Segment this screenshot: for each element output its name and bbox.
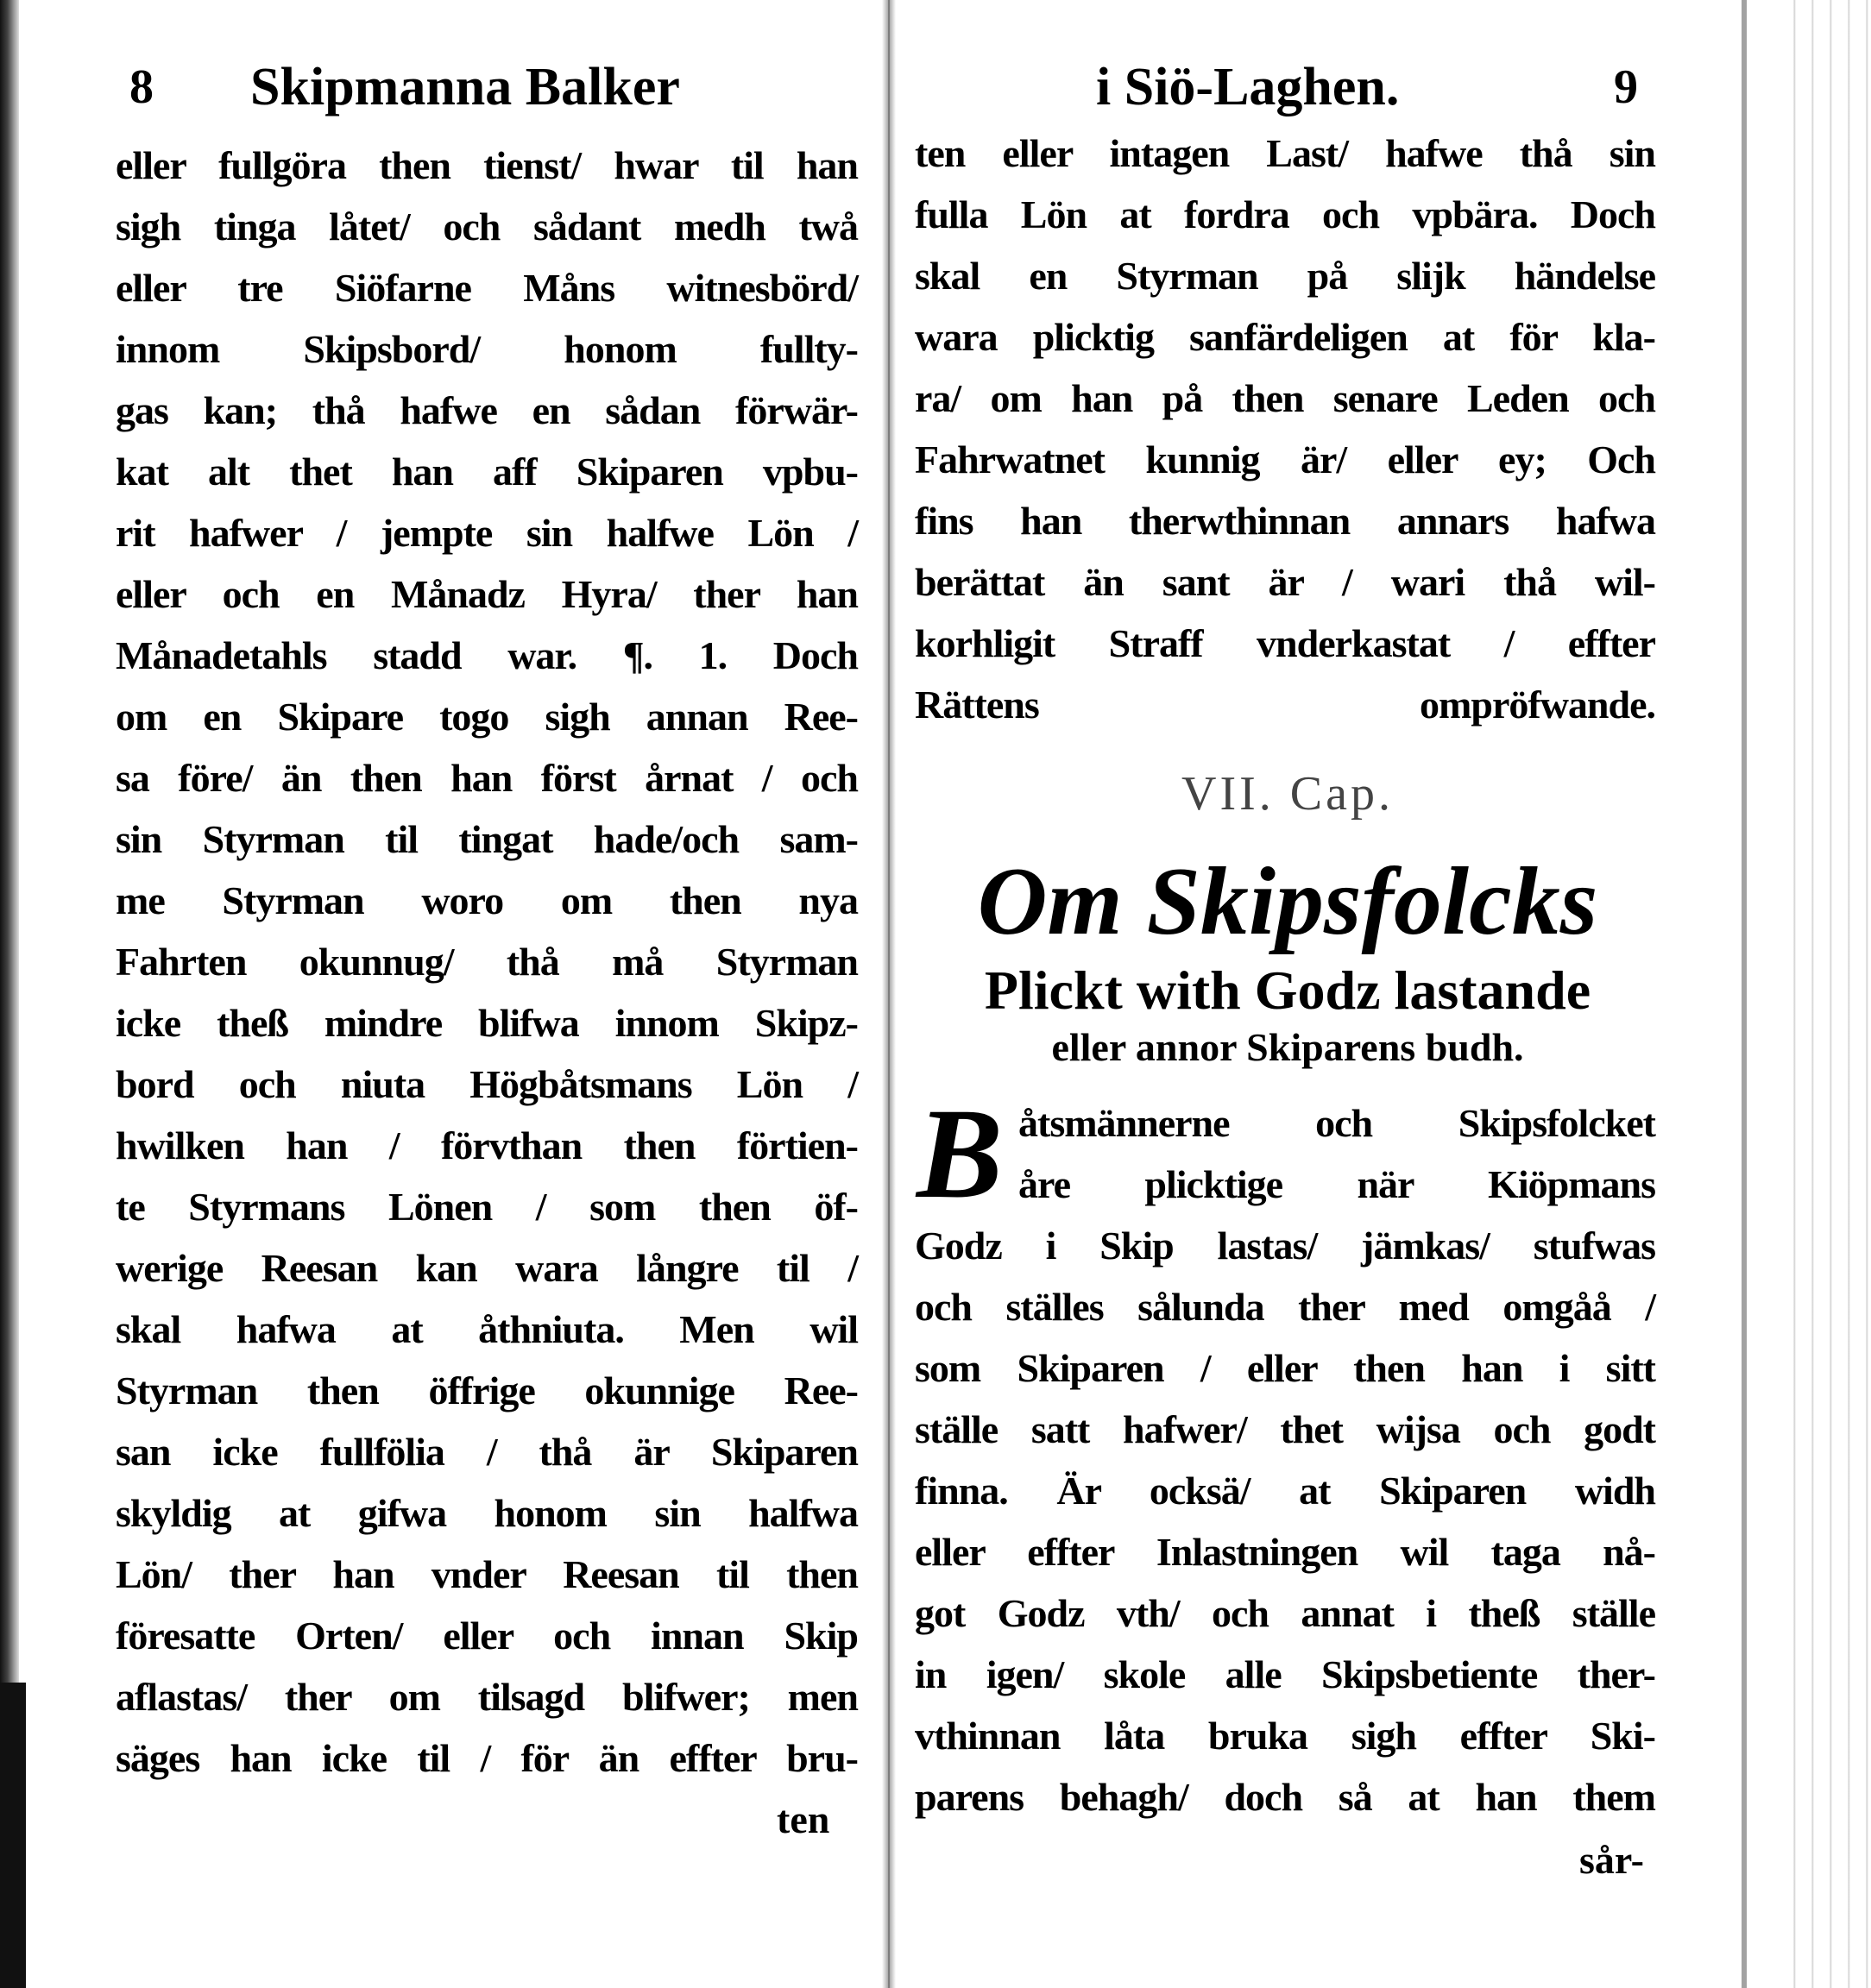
text-line: parens behagh/ doch så at han them xyxy=(915,1775,1655,1819)
text-line: got Godz vth/ och annat i theß ställe xyxy=(915,1591,1655,1635)
page-edge-dark xyxy=(0,1683,26,1988)
chapter-subtitle: Plickt with Godz lastande xyxy=(984,959,1591,1021)
text-line: eller effter Inlastningen wil taga nå- xyxy=(915,1530,1655,1574)
text-line: eller tre Siöfarne Måns witnesbörd/ xyxy=(116,266,858,310)
text-line: åre plicktige när Kiöpmans xyxy=(1018,1162,1655,1206)
text-line: sa före/ än then han först årnat / och xyxy=(116,756,858,800)
page-number-right: 9 xyxy=(1614,60,1638,114)
chapter-number: VII. Cap. xyxy=(1181,767,1394,821)
text-line: hwilken han / förvthan then förtien- xyxy=(116,1123,858,1167)
running-head-left: Skipmanna Balker xyxy=(250,58,680,116)
text-line: korhligit Straff vnderkastat / effter xyxy=(915,621,1655,665)
text-line: vthinnan låta bruka sigh effter Ski- xyxy=(915,1714,1655,1758)
text-line: rit hafwer / jempte sin halfwe Lön / xyxy=(116,511,858,555)
text-line: och ställes sålunda ther med omgåå / xyxy=(915,1285,1655,1329)
text-line: berättat än sant är / wari thå wil- xyxy=(915,560,1655,604)
text-line: Styrman then öffrige okunnige Ree- xyxy=(116,1368,858,1412)
text-line: Fahrten okunnug/ thå må Styrman xyxy=(116,940,858,984)
text-line: Godz i Skip lastas/ jämkas/ stufwas xyxy=(915,1224,1655,1268)
text-line: werige Reesan kan wara långre til / xyxy=(116,1246,858,1290)
text-line: sigh tinga låtet/ och sådant medh twå xyxy=(116,204,858,248)
page-stack-edges xyxy=(1778,0,1871,1988)
right-page-body-bottom xyxy=(915,1092,1655,1828)
text-line: Rättens ompröfwande. xyxy=(915,683,1655,727)
text-line: fulla Lön at fordra och vpbära. Doch xyxy=(915,192,1655,236)
text-line: innom Skipsbord/ honom fullty- xyxy=(116,327,858,371)
text-line: skal en Styrman på slijk händelse xyxy=(915,254,1655,298)
text-line: ten eller intagen Last/ hafwe thå sin xyxy=(915,131,1655,175)
running-head-right: i Siö-Laghen. xyxy=(1096,58,1400,116)
chapter-subtitle-2: eller annor Skiparens budh. xyxy=(1051,1025,1524,1069)
text-line: kat alt thet han aff Skiparen vpbu- xyxy=(116,450,858,494)
text-line: ställe satt hafwer/ thet wijsa och godt xyxy=(915,1407,1655,1451)
catchword-right: sår- xyxy=(1579,1838,1644,1882)
catchword-left: ten xyxy=(777,1797,830,1841)
text-line: om en Skipare togo sigh annan Ree- xyxy=(116,695,858,739)
text-line: ra/ om han på then senare Leden och xyxy=(915,376,1655,420)
chapter-title: Om Skipsfolcks xyxy=(977,848,1598,955)
text-line: skyldig at gifwa honom sin halfwa xyxy=(116,1491,858,1535)
text-line: san icke fullfölia / thå är Skiparen xyxy=(116,1430,858,1474)
text-line: finna. Är ocksä/ at Skiparen widh xyxy=(915,1469,1655,1513)
text-line: in igen/ skole alle Skipsbetiente ther- xyxy=(915,1652,1655,1696)
text-line: säges han icke til / för än effter bru- xyxy=(116,1736,858,1780)
text-line: bord och niuta Högbåtsmans Lön / xyxy=(116,1062,858,1106)
book-gutter xyxy=(882,0,896,1988)
text-line: skal hafwa at åthniuta. Men wil xyxy=(116,1307,858,1351)
text-line: åtsmännerne och Skipsfolcket xyxy=(1018,1101,1655,1145)
page-number-left: 8 xyxy=(129,60,154,114)
text-line: föresatte Orten/ eller och innan Skip xyxy=(116,1614,858,1658)
text-line: me Styrman woro om then nya xyxy=(116,878,858,922)
text-line: aflastas/ ther om tilsagd blifwer; men xyxy=(116,1675,858,1719)
text-line: sin Styrman til tingat hade/och sam- xyxy=(116,817,858,861)
text-line: eller och en Månadz Hyra/ ther han xyxy=(116,572,858,616)
text-line: som Skiparen / eller then han i sitt xyxy=(915,1346,1655,1390)
text-line: Lön/ ther han vnder Reesan til then xyxy=(116,1552,858,1596)
left-page-body xyxy=(116,135,858,1789)
text-line: fins han therwthinnan annars hafwa xyxy=(915,499,1655,543)
text-line: eller fullgöra then tienst/ hwar til han xyxy=(116,143,858,187)
text-line: wara plicktig sanfärdeligen at för kla- xyxy=(915,315,1655,359)
drop-cap: B xyxy=(917,1082,1004,1225)
page-edge-line xyxy=(1742,0,1747,1988)
text-line: Månadetahls stadd war. ¶. 1. Doch xyxy=(116,633,858,677)
text-line: Fahrwatnet kunnig är/ eller ey; Och xyxy=(915,437,1655,481)
text-line: icke theß mindre blifwa innom Skipz- xyxy=(116,1001,858,1045)
right-page-body-top xyxy=(915,123,1655,735)
text-line: te Styrmans Lönen / som then öf- xyxy=(116,1185,858,1229)
text-line: gas kan; thå hafwe en sådan förwär- xyxy=(116,388,858,432)
